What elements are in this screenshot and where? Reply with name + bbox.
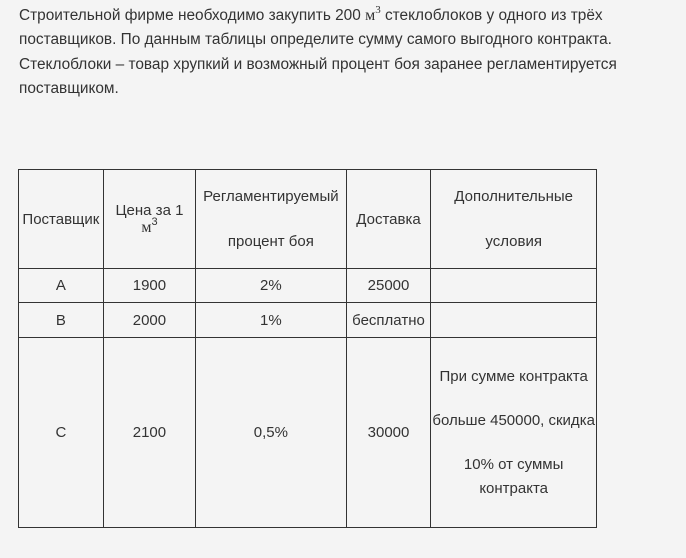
condition-line: При сумме контракта [439, 367, 588, 385]
table-header-row [19, 170, 597, 269]
header-conditions-line2: условия [485, 233, 542, 250]
suppliers-table [18, 169, 597, 528]
header-breakage [196, 170, 347, 269]
cell-delivery: бесплатно [346, 303, 431, 338]
table-row [19, 303, 597, 338]
problem-text-start: Строительной фирме необходимо закупить 200 [19, 7, 366, 24]
header-supplier: Поставщик [19, 170, 104, 269]
unit-exponent: 3 [375, 4, 381, 16]
table-row [19, 338, 597, 528]
unit-letter: м [365, 7, 376, 24]
cell-breakage: 0,5% [196, 338, 347, 528]
cell-delivery: 25000 [346, 269, 431, 303]
cell-conditions [431, 303, 597, 338]
header-breakage-line2: процент боя [227, 233, 314, 250]
cell-conditions [431, 338, 597, 528]
table-row [19, 269, 597, 303]
cell-price: 1900 [103, 269, 195, 303]
condition-line: 10% от суммы контракта [463, 455, 564, 497]
cell-price: 2100 [103, 338, 195, 528]
header-conditions-line1: Дополнительные [454, 188, 574, 205]
header-price [103, 170, 195, 269]
header-price-label: Цена за 1 [115, 201, 184, 219]
header-breakage-line1: Регламентируемый [203, 188, 339, 205]
cell-supplier: C [19, 338, 104, 528]
problem-statement [19, 4, 679, 101]
cell-price: 2000 [103, 303, 195, 338]
unit-cubic-meter [365, 4, 381, 24]
condition-line: больше 450000, скидка [432, 411, 595, 429]
problem-text-end: стеклоблоков у одного из трёх поставщиков. По данным таблицы определите сумму самого выгодного контракта. Стеклоблоки – товар хрупкий и возможный процент боя заранее регламентируется поставщиком. [19, 7, 617, 97]
cell-supplier: A [19, 269, 104, 303]
cell-breakage: 2% [196, 269, 347, 303]
cell-breakage: 1% [196, 303, 347, 338]
cell-supplier: B [19, 303, 104, 338]
cell-conditions [431, 269, 597, 303]
header-conditions [431, 170, 597, 269]
cell-delivery: 30000 [346, 338, 431, 528]
header-price-unit: $м^3$ [141, 215, 158, 236]
header-delivery: Доставка [346, 170, 431, 269]
